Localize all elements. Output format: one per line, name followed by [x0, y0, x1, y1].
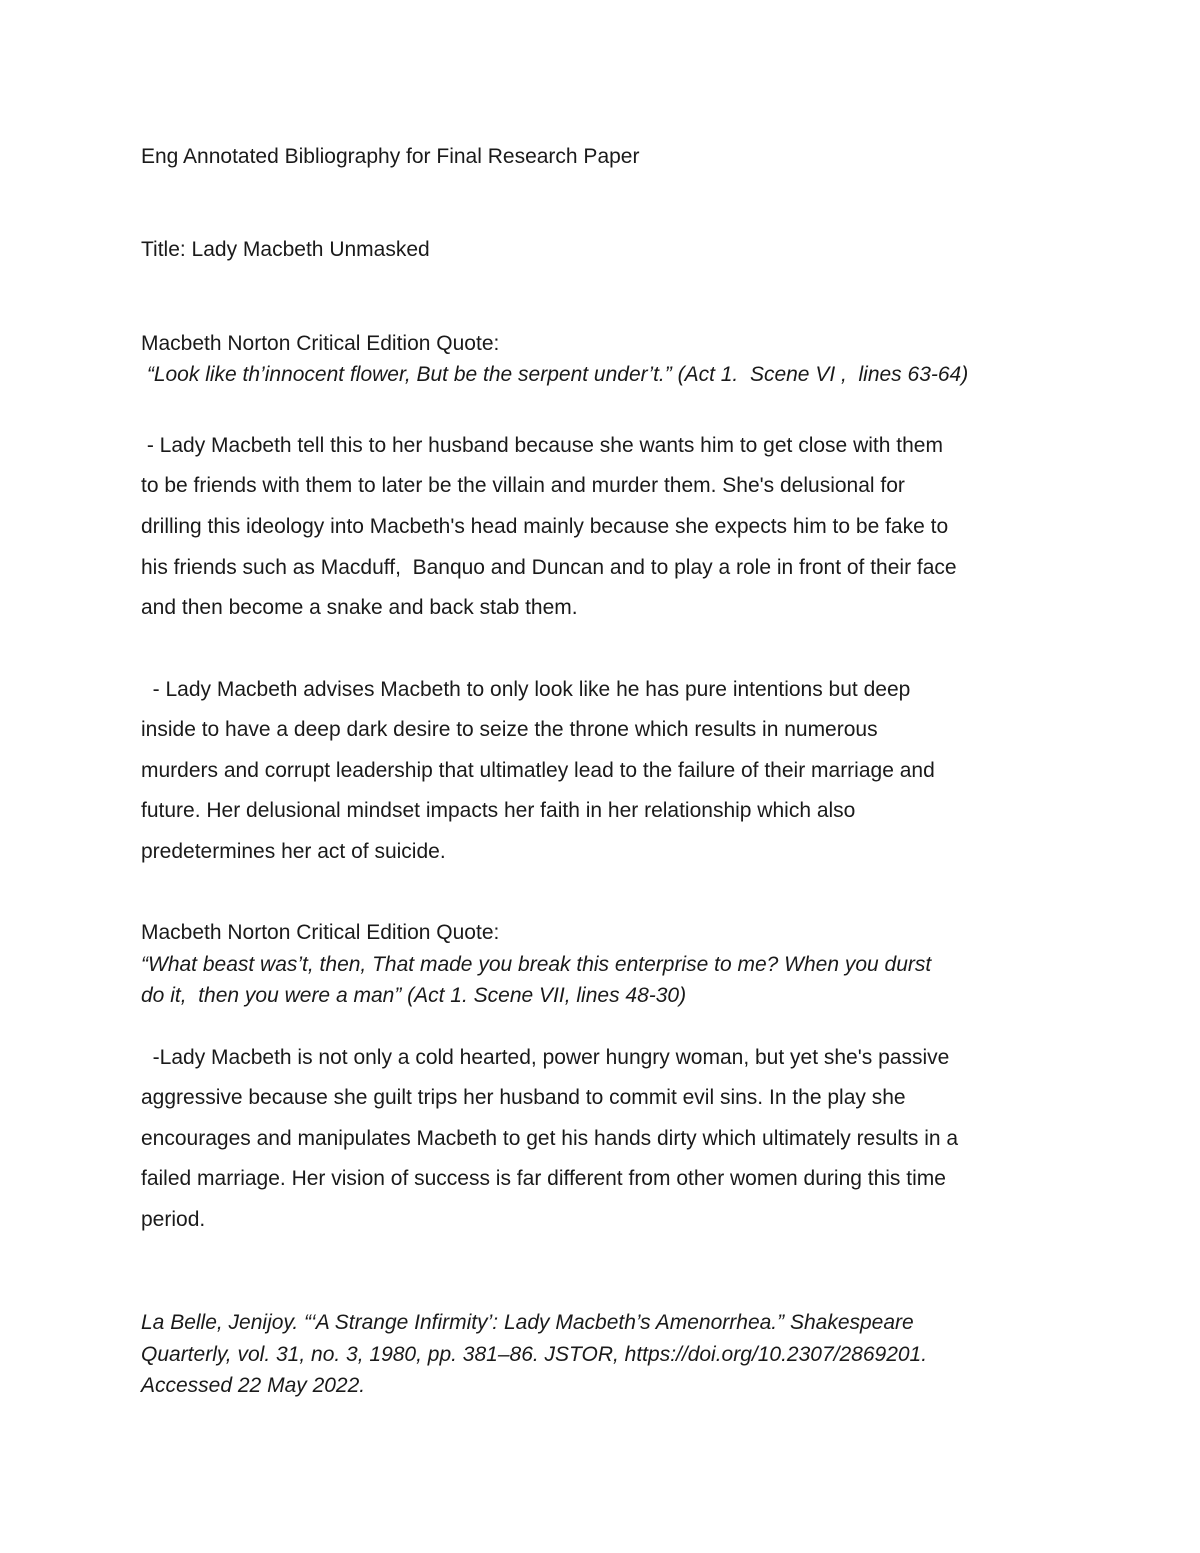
annotation-2-line: future. Her delusional mindset impacts her faith in her relationship which also: [141, 799, 856, 822]
citation-line: Accessed 22 May 2022.: [141, 1374, 366, 1397]
annotation-3-line: encourages and manipulates Macbeth to get his hands dirty which ultimately results in a: [141, 1127, 959, 1150]
annotation-1-line: drilling this ideology into Macbeth's head mainly because she expects him to be fake to: [141, 515, 949, 538]
annotation-3-line: -Lady Macbeth is not only a cold hearted, power hungry woman, but yet she's passive: [141, 1046, 950, 1069]
document-heading: Eng Annotated Bibliography for Final Research Paper: [141, 145, 640, 168]
paper-title: Title: Lady Macbeth Unmasked: [141, 238, 430, 261]
annotation-3-line: aggressive because she guilt trips her husband to commit evil sins. In the play she: [141, 1086, 906, 1109]
annotation-2-line: murders and corrupt leadership that ultimatley lead to the failure of their marriage and: [141, 759, 935, 782]
quote-label-2: Macbeth Norton Critical Edition Quote:: [141, 921, 500, 944]
quote-1: “Look like th’innocent flower, But be the serpent under’t.” (Act 1. Scene VI , lines 63-64): [141, 363, 969, 386]
annotation-1-line: his friends such as Macduff, Banquo and Duncan and to play a role in front of their face: [141, 556, 957, 579]
quote-label-1: Macbeth Norton Critical Edition Quote:: [141, 332, 500, 355]
annotation-3-line: period.: [141, 1208, 206, 1231]
quote-2-line: “What beast was’t, then, That made you break this enterprise to me? When you durst: [141, 953, 932, 976]
annotation-2-line: inside to have a deep dark desire to seize the throne which results in numerous: [141, 718, 878, 741]
annotation-2-line: - Lady Macbeth advises Macbeth to only look like he has pure intentions but deep: [141, 678, 911, 701]
annotation-1-line: and then become a snake and back stab them.: [141, 596, 578, 619]
annotation-1-line: - Lady Macbeth tell this to her husband because she wants him to get close with them: [141, 434, 943, 457]
annotation-1-line: to be friends with them to later be the villain and murder them. She's delusional for: [141, 474, 905, 497]
citation-line: Quarterly, vol. 31, no. 3, 1980, pp. 381–86. JSTOR, https://doi.org/10.2307/2869201.: [141, 1343, 928, 1366]
citation-line: La Belle, Jenijoy. “‘A Strange Infirmity’: Lady Macbeth’s Amenorrhea.” Shakespeare: [141, 1311, 914, 1334]
annotation-3-line: failed marriage. Her vision of success is far different from other women during this time: [141, 1167, 946, 1190]
quote-2-line: do it, then you were a man” (Act 1. Scene VII, lines 48-30): [141, 984, 687, 1007]
annotation-2-line: predetermines her act of suicide.: [141, 840, 446, 863]
